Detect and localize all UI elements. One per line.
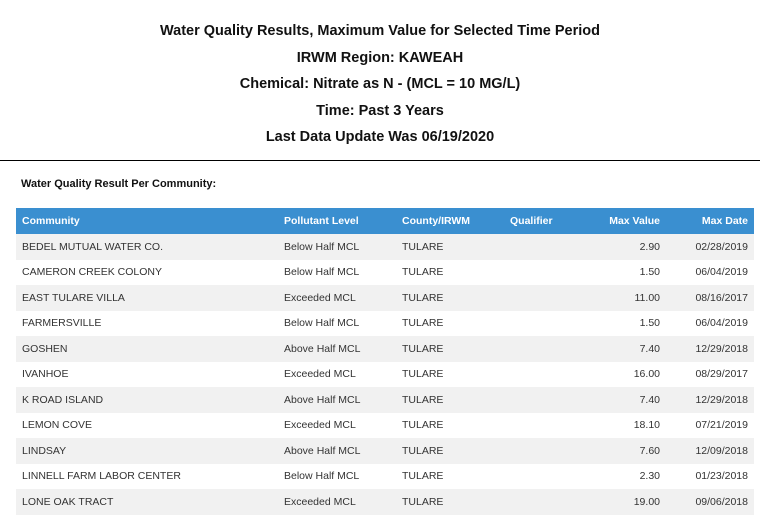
column-header-county: County/IRWM <box>402 208 510 234</box>
cell-qualifier <box>510 362 590 388</box>
cell-qualifier <box>510 464 590 490</box>
cell-qualifier <box>510 387 590 413</box>
cell-county: TULARE <box>402 362 510 388</box>
cell-community: LINNELL FARM LABOR CENTER <box>16 464 284 490</box>
cell-pollutant-level: Above Half MCL <box>284 387 402 413</box>
cell-qualifier <box>510 234 590 260</box>
cell-max-value: 7.60 <box>590 438 660 464</box>
cell-county: TULARE <box>402 260 510 286</box>
results-table <box>16 208 754 515</box>
cell-pollutant-level: Exceeded MCL <box>284 362 402 388</box>
cell-max-date: 07/21/2019 <box>660 413 754 439</box>
table-row <box>16 362 754 388</box>
chemical-line: Chemical: Nitrate as N - (MCL = 10 MG/L) <box>239 76 521 92</box>
cell-county: TULARE <box>402 311 510 337</box>
cell-max-value: 2.30 <box>590 464 660 490</box>
cell-max-value: 7.40 <box>590 387 660 413</box>
table-row <box>16 311 754 337</box>
cell-pollutant-level: Exceeded MCL <box>284 285 402 311</box>
cell-max-value: 11.00 <box>590 285 660 311</box>
cell-max-value: 2.90 <box>590 234 660 260</box>
table-row <box>16 336 754 362</box>
cell-max-value: 18.10 <box>590 413 660 439</box>
cell-qualifier <box>510 336 590 362</box>
column-header-community: Community <box>16 208 284 234</box>
cell-max-value: 16.00 <box>590 362 660 388</box>
table-row <box>16 489 754 515</box>
cell-community: EAST TULARE VILLA <box>16 285 284 311</box>
cell-max-date: 06/04/2019 <box>660 260 754 286</box>
cell-max-date: 01/23/2018 <box>660 464 754 490</box>
table-row <box>16 285 754 311</box>
cell-community: LEMON COVE <box>16 413 284 439</box>
cell-community: LONE OAK TRACT <box>16 489 284 515</box>
cell-community: BEDEL MUTUAL WATER CO. <box>16 234 284 260</box>
cell-county: TULARE <box>402 336 510 362</box>
cell-max-date: 08/29/2017 <box>660 362 754 388</box>
cell-community: GOSHEN <box>16 336 284 362</box>
cell-qualifier <box>510 260 590 286</box>
table-row <box>16 234 754 260</box>
cell-max-date: 12/29/2018 <box>660 387 754 413</box>
cell-pollutant-level: Below Half MCL <box>284 234 402 260</box>
cell-county: TULARE <box>402 489 510 515</box>
cell-max-date: 02/28/2019 <box>660 234 754 260</box>
table-row <box>16 387 754 413</box>
cell-max-value: 1.50 <box>590 311 660 337</box>
section-label: Water Quality Result Per Community: <box>21 178 217 190</box>
cell-community: K ROAD ISLAND <box>16 387 284 413</box>
cell-max-value: 1.50 <box>590 260 660 286</box>
cell-max-value: 19.00 <box>590 489 660 515</box>
cell-qualifier <box>510 413 590 439</box>
cell-county: TULARE <box>402 464 510 490</box>
cell-pollutant-level: Exceeded MCL <box>284 489 402 515</box>
cell-qualifier <box>510 489 590 515</box>
cell-max-value: 7.40 <box>590 336 660 362</box>
time-line: Time: Past 3 Years <box>316 103 444 119</box>
cell-community: IVANHOE <box>16 362 284 388</box>
cell-qualifier <box>510 285 590 311</box>
cell-max-date: 12/09/2018 <box>660 438 754 464</box>
cell-county: TULARE <box>402 387 510 413</box>
cell-county: TULARE <box>402 234 510 260</box>
cell-community: LINDSAY <box>16 438 284 464</box>
cell-max-date: 12/29/2018 <box>660 336 754 362</box>
cell-county: TULARE <box>402 285 510 311</box>
column-header-pollutant-level: Pollutant Level <box>284 208 402 234</box>
table-row <box>16 464 754 490</box>
report-header <box>0 0 760 161</box>
cell-community: FARMERSVILLE <box>16 311 284 337</box>
cell-pollutant-level: Below Half MCL <box>284 311 402 337</box>
cell-qualifier <box>510 438 590 464</box>
column-header-max-date: Max Date <box>660 208 754 234</box>
cell-max-date: 06/04/2019 <box>660 311 754 337</box>
cell-county: TULARE <box>402 438 510 464</box>
cell-max-date: 09/06/2018 <box>660 489 754 515</box>
cell-max-date: 08/16/2017 <box>660 285 754 311</box>
table-row <box>16 260 754 286</box>
region-line: IRWM Region: KAWEAH <box>296 50 464 66</box>
cell-pollutant-level: Exceeded MCL <box>284 413 402 439</box>
column-header-max-value: Max Value <box>590 208 660 234</box>
table-row <box>16 413 754 439</box>
cell-county: TULARE <box>402 413 510 439</box>
column-header-qualifier: Qualifier <box>510 208 590 234</box>
cell-qualifier <box>510 311 590 337</box>
cell-pollutant-level: Above Half MCL <box>284 438 402 464</box>
table-header-row <box>16 208 754 234</box>
last-update-line: Last Data Update Was 06/19/2020 <box>265 129 495 145</box>
table-row <box>16 438 754 464</box>
cell-pollutant-level: Below Half MCL <box>284 260 402 286</box>
report-title: Water Quality Results, Maximum Value for Selected Time Period <box>160 23 600 39</box>
cell-community: CAMERON CREEK COLONY <box>16 260 284 286</box>
cell-pollutant-level: Above Half MCL <box>284 336 402 362</box>
cell-pollutant-level: Below Half MCL <box>284 464 402 490</box>
